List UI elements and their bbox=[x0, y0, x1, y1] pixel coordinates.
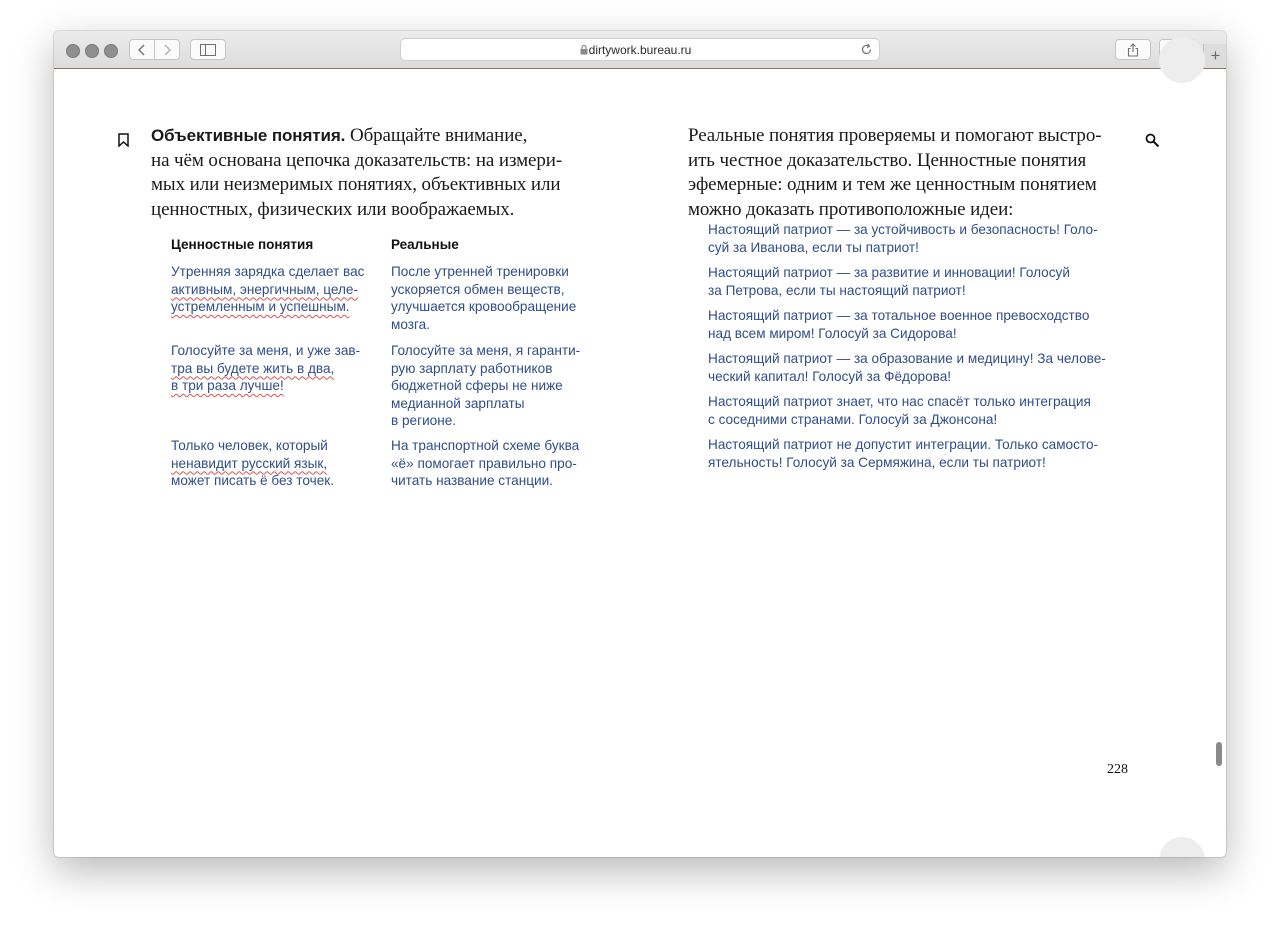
close-window-button[interactable] bbox=[66, 44, 80, 58]
cell-line: ускоряется обмен веществ, bbox=[391, 281, 565, 297]
cell-line: может писать ё без точек. bbox=[171, 473, 334, 489]
quote-line: Настоящий патриот не допустит интеграции. Только самосто- bbox=[708, 437, 1099, 452]
heading-bold: Объективные понятия. bbox=[151, 126, 346, 145]
patriot-quote bbox=[708, 436, 1128, 471]
cell-line: читать название станции. bbox=[391, 473, 553, 489]
cell-line: рую зарплату работников bbox=[391, 360, 553, 376]
quote-line: Настоящий патриот — за образование и медицину! За челове- bbox=[708, 351, 1106, 366]
search-icon[interactable] bbox=[1145, 133, 1160, 148]
cell-line: Голосуйте за меня, я гаранти- bbox=[391, 343, 581, 358]
quote-line: ятельность! Голосуй за Сермяжина, если ты патриот! bbox=[708, 454, 1046, 470]
col-header-value: Ценностные понятия bbox=[171, 237, 314, 252]
cell-line: Утренняя зарядка сделает вас bbox=[171, 264, 365, 279]
quote-line: над всем миром! Голосуй за Сидорова! bbox=[708, 325, 957, 341]
address-bar[interactable] bbox=[400, 38, 880, 61]
patriot-quote bbox=[708, 221, 1128, 256]
scrollbar-thumb[interactable] bbox=[1216, 742, 1222, 766]
share-icon bbox=[1127, 43, 1139, 57]
cell-line: На транспортной схеме буква bbox=[391, 438, 580, 453]
zoom-window-button[interactable] bbox=[104, 44, 118, 58]
quote-line: суй за Иванова, если ты патриот! bbox=[708, 239, 919, 255]
quote-line: Настоящий патриот — за тотальное военное превосходство bbox=[708, 308, 1090, 323]
cell-line: улучшается кровообращение bbox=[391, 299, 577, 315]
heading-line: на чём основана цепочка доказательств: на измери- bbox=[151, 149, 563, 171]
cell-line: в три раза лучше! bbox=[171, 378, 284, 394]
cell-line: «ё» помогает правильно про- bbox=[391, 455, 577, 471]
next-page-circle[interactable] bbox=[1159, 837, 1205, 857]
quote-line: за Петрова, если ты настоящий патриот! bbox=[708, 282, 966, 298]
reload-icon[interactable] bbox=[860, 43, 873, 56]
book-page bbox=[54, 69, 1226, 857]
bookmark-icon[interactable] bbox=[118, 133, 129, 147]
quote-line: Настоящий патриот — за развитие и инновации! Голосуй bbox=[708, 265, 1070, 280]
cell-line: мозга. bbox=[391, 316, 430, 332]
real-cell bbox=[391, 342, 596, 430]
intro-line: Реальные понятия проверяемы и помогают выстро- bbox=[688, 125, 1102, 146]
sidebar-icon bbox=[200, 44, 216, 56]
cell-line: тра вы будете жить в два, bbox=[171, 360, 335, 376]
cell-line: После утренней тренировки bbox=[391, 264, 569, 279]
cell-line: Голосуйте за меня, и уже зав- bbox=[171, 343, 361, 358]
patriot-quote bbox=[708, 264, 1128, 299]
sidebar-button[interactable] bbox=[190, 39, 226, 60]
back-button[interactable] bbox=[129, 39, 155, 60]
heading-line: мых или неизмеримых понятиях, объективных или bbox=[151, 174, 561, 195]
cell-line: Только человек, который bbox=[171, 438, 328, 453]
col-header-real: Реальные bbox=[391, 237, 459, 252]
quote-line: с соседними странами. Голосуй за Джонсона! bbox=[708, 411, 998, 427]
cell-line: в регионе. bbox=[391, 413, 457, 429]
page-number: 228 bbox=[1107, 762, 1128, 777]
new-tab-button[interactable]: + bbox=[1203, 44, 1226, 69]
quote-line: Настоящий патриот — за устойчивость и безопасность! Голо- bbox=[708, 222, 1098, 237]
patriot-quote bbox=[708, 393, 1128, 428]
patriot-quote bbox=[708, 350, 1128, 385]
intro-line: можно доказать противоположные идеи: bbox=[688, 198, 1014, 220]
browser-window bbox=[54, 31, 1226, 857]
quote-line: ческий капитал! Голосуй за Фёдорова! bbox=[708, 368, 952, 384]
cell-line: ненавидит русский язык, bbox=[171, 455, 328, 471]
cell-line: устремленным и успешным. bbox=[171, 299, 350, 315]
heading-line: ценностных, физических или воображаемых. bbox=[151, 198, 515, 220]
real-cell bbox=[391, 263, 596, 333]
right-intro bbox=[688, 124, 1148, 222]
intro-line: ить честное доказательство. Ценностные понятия bbox=[688, 149, 1087, 171]
url-text: dirtywork.bureau.ru bbox=[588, 43, 692, 57]
cell-line: бюджетной сферы не ниже bbox=[391, 378, 563, 394]
patriot-quote bbox=[708, 307, 1128, 342]
quote-line: Настоящий патриот знает, что нас спасёт только интеграция bbox=[708, 394, 1091, 409]
left-heading bbox=[151, 124, 611, 222]
cell-line: медианной зарплаты bbox=[391, 395, 525, 411]
toolbar bbox=[54, 31, 1226, 69]
intro-line: эфемерные: одним и тем же ценностным понятием bbox=[688, 174, 1097, 195]
real-cell bbox=[391, 437, 606, 490]
value-cell bbox=[171, 263, 376, 316]
share-button[interactable] bbox=[1115, 39, 1151, 60]
chevron-left-icon bbox=[138, 44, 146, 56]
value-cell bbox=[171, 342, 376, 395]
minimize-window-button[interactable] bbox=[85, 44, 99, 58]
heading-line: Обращайте внимание, bbox=[345, 125, 528, 146]
chevron-right-icon bbox=[163, 44, 171, 56]
forward-button[interactable] bbox=[154, 39, 180, 60]
value-cell bbox=[171, 437, 376, 490]
cell-line: активным, энергичным, целе- bbox=[171, 281, 359, 297]
